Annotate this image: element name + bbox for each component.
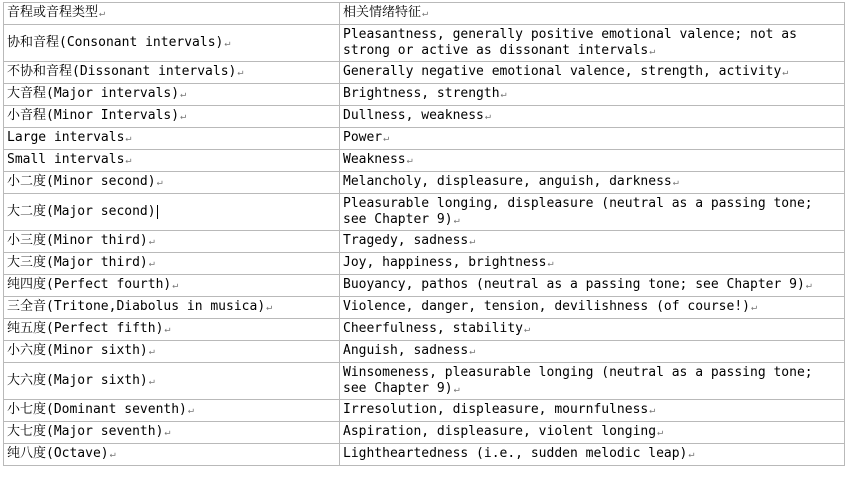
- paragraph-mark-icon: ↵: [109, 449, 116, 460]
- interval-name: 大七度(Major seventh): [7, 424, 164, 439]
- interval-cell[interactable]: [4, 319, 340, 341]
- paragraph-mark-icon: ↵: [688, 449, 695, 460]
- interval-cell[interactable]: [4, 194, 340, 231]
- emotion-description: Weakness: [343, 152, 406, 167]
- text-cursor: [157, 205, 158, 219]
- emotion-cell[interactable]: [340, 341, 845, 363]
- emotion-cell[interactable]: [340, 194, 845, 231]
- table-row: [4, 341, 845, 363]
- interval-cell[interactable]: [4, 275, 340, 297]
- emotion-cell[interactable]: [340, 128, 845, 150]
- interval-cell[interactable]: [4, 231, 340, 253]
- interval-cell[interactable]: [4, 363, 340, 400]
- interval-name: 纯八度(Octave): [7, 446, 109, 461]
- emotion-cell[interactable]: [340, 62, 845, 84]
- emotion-description: Violence, danger, tension, devilishness (of course!): [343, 299, 750, 314]
- header-cell-emotion[interactable]: [340, 3, 845, 25]
- paragraph-mark-icon: ↵: [524, 324, 531, 335]
- table-row: [4, 231, 845, 253]
- paragraph-mark-icon: ↵: [547, 258, 554, 269]
- paragraph-mark-icon: ↵: [125, 155, 132, 166]
- paragraph-mark-icon: ↵: [187, 405, 194, 416]
- paragraph-mark-icon: ↵: [782, 67, 789, 78]
- paragraph-mark-icon: ↵: [224, 37, 231, 49]
- paragraph-mark-icon: ↵: [657, 427, 664, 438]
- table-row: [4, 194, 845, 231]
- table-row: [4, 444, 845, 466]
- emotion-description: Winsomeness, pleasurable longing (neutral as a passing tone; see Chapter 9): [343, 364, 813, 396]
- interval-cell[interactable]: [4, 128, 340, 150]
- interval-emotion-table: [3, 2, 845, 466]
- emotion-cell[interactable]: [340, 106, 845, 128]
- emotion-cell[interactable]: [340, 275, 845, 297]
- paragraph-mark-icon: ↵: [751, 302, 758, 313]
- emotion-cell[interactable]: [340, 84, 845, 106]
- paragraph-mark-icon: ↵: [156, 177, 163, 188]
- paragraph-mark-icon: ↵: [99, 8, 106, 19]
- table-header-row: [4, 3, 845, 25]
- header-cell-interval[interactable]: [4, 3, 340, 25]
- emotion-cell[interactable]: [340, 444, 845, 466]
- paragraph-mark-icon: ↵: [266, 302, 273, 313]
- paragraph-mark-icon: ↵: [148, 346, 155, 357]
- paragraph-mark-icon: ↵: [164, 427, 171, 438]
- paragraph-mark-icon: ↵: [237, 67, 244, 78]
- paragraph-mark-icon: ↵: [125, 133, 132, 144]
- table-row: [4, 400, 845, 422]
- paragraph-mark-icon: ↵: [406, 155, 413, 166]
- emotion-cell[interactable]: [340, 422, 845, 444]
- paragraph-mark-icon: ↵: [649, 45, 656, 57]
- paragraph-mark-icon: ↵: [805, 280, 812, 291]
- interval-cell[interactable]: [4, 62, 340, 84]
- table-row: [4, 422, 845, 444]
- interval-cell[interactable]: [4, 150, 340, 172]
- paragraph-mark-icon: ↵: [672, 177, 679, 188]
- paragraph-mark-icon: ↵: [469, 236, 476, 247]
- paragraph-mark-icon: ↵: [453, 214, 460, 226]
- interval-cell[interactable]: [4, 400, 340, 422]
- emotion-description: Power: [343, 130, 383, 145]
- emotion-description: Brightness, strength: [343, 86, 500, 101]
- table-row: [4, 319, 845, 341]
- interval-name: 纯四度(Perfect fourth): [7, 277, 172, 292]
- emotion-cell[interactable]: [340, 231, 845, 253]
- interval-cell[interactable]: [4, 172, 340, 194]
- emotion-description: Pleasantness, generally positive emotional valence; not as strong or active as dissonant intervals: [343, 26, 797, 58]
- interval-cell[interactable]: [4, 84, 340, 106]
- header-interval-label: 音程或音程类型: [7, 5, 99, 20]
- interval-name: 小三度(Minor third): [7, 233, 148, 248]
- interval-name: 大三度(Major third): [7, 255, 148, 270]
- emotion-description: Generally negative emotional valence, strength, activity: [343, 64, 782, 79]
- paragraph-mark-icon: ↵: [649, 405, 656, 416]
- interval-cell[interactable]: [4, 422, 340, 444]
- paragraph-mark-icon: ↵: [164, 324, 171, 335]
- interval-cell[interactable]: [4, 341, 340, 363]
- table-row: [4, 25, 845, 62]
- paragraph-mark-icon: ↵: [148, 258, 155, 269]
- interval-name: 小音程(Minor Intervals): [7, 108, 180, 123]
- table-row: [4, 150, 845, 172]
- emotion-description: Buoyancy, pathos (neutral as a passing tone; see Chapter 9): [343, 277, 805, 292]
- interval-cell[interactable]: [4, 253, 340, 275]
- header-emotion-label: 相关情绪特征: [343, 5, 422, 20]
- interval-name: 小六度(Minor sixth): [7, 343, 148, 358]
- emotion-description: Melancholy, displeasure, anguish, darkness: [343, 174, 672, 189]
- interval-name: 纯五度(Perfect fifth): [7, 321, 164, 336]
- paragraph-mark-icon: ↵: [148, 375, 155, 387]
- document-page: [3, 2, 845, 466]
- emotion-cell[interactable]: [340, 297, 845, 319]
- interval-name: 不协和音程(Dissonant intervals): [7, 64, 237, 79]
- paragraph-mark-icon: ↵: [422, 8, 429, 19]
- interval-name: 大六度(Major sixth): [7, 372, 148, 388]
- emotion-description: Pleasurable longing, displeasure (neutral as a passing tone; see Chapter 9): [343, 195, 813, 227]
- paragraph-mark-icon: ↵: [469, 346, 476, 357]
- emotion-description: Cheerfulness, stability: [343, 321, 524, 336]
- emotion-description: Joy, happiness, brightness: [343, 255, 547, 270]
- emotion-description: Aspiration, displeasure, violent longing: [343, 424, 657, 439]
- table-row: [4, 275, 845, 297]
- table-row: [4, 84, 845, 106]
- table-row: [4, 363, 845, 400]
- paragraph-mark-icon: ↵: [500, 89, 507, 100]
- interval-cell[interactable]: [4, 297, 340, 319]
- interval-name: 大音程(Major intervals): [7, 86, 180, 101]
- table-row: [4, 172, 845, 194]
- emotion-description: Lightheartedness (i.e., sudden melodic leap): [343, 446, 688, 461]
- emotion-description: Anguish, sadness: [343, 343, 469, 358]
- table-row: [4, 128, 845, 150]
- table-row: [4, 297, 845, 319]
- emotion-description: Dullness, weakness: [343, 108, 484, 123]
- emotion-cell[interactable]: [340, 150, 845, 172]
- interval-cell[interactable]: [4, 444, 340, 466]
- interval-cell[interactable]: [4, 25, 340, 62]
- paragraph-mark-icon: ↵: [148, 236, 155, 247]
- interval-name: Large intervals: [7, 130, 125, 145]
- emotion-cell[interactable]: [340, 172, 845, 194]
- emotion-cell[interactable]: [340, 319, 845, 341]
- emotion-cell[interactable]: [340, 25, 845, 62]
- paragraph-mark-icon: ↵: [453, 383, 460, 395]
- paragraph-mark-icon: ↵: [180, 89, 187, 100]
- table-row: [4, 106, 845, 128]
- interval-name: 协和音程(Consonant intervals): [7, 34, 224, 50]
- interval-name: 小七度(Dominant seventh): [7, 402, 187, 417]
- interval-name: 大二度(Major second): [7, 204, 156, 219]
- paragraph-mark-icon: ↵: [383, 133, 390, 144]
- interval-cell[interactable]: [4, 106, 340, 128]
- emotion-description: Tragedy, sadness: [343, 233, 469, 248]
- table-row: [4, 62, 845, 84]
- emotion-cell[interactable]: [340, 400, 845, 422]
- paragraph-mark-icon: ↵: [172, 280, 179, 291]
- emotion-cell[interactable]: [340, 253, 845, 275]
- emotion-description: Irresolution, displeasure, mournfulness: [343, 402, 649, 417]
- interval-name: 三全音(Tritone,Diabolus in musica): [7, 299, 266, 314]
- paragraph-mark-icon: ↵: [484, 111, 491, 122]
- emotion-cell[interactable]: [340, 363, 845, 400]
- interval-name: 小二度(Minor second): [7, 174, 156, 189]
- paragraph-mark-icon: ↵: [180, 111, 187, 122]
- table-row: [4, 253, 845, 275]
- interval-name: Small intervals: [7, 152, 125, 167]
